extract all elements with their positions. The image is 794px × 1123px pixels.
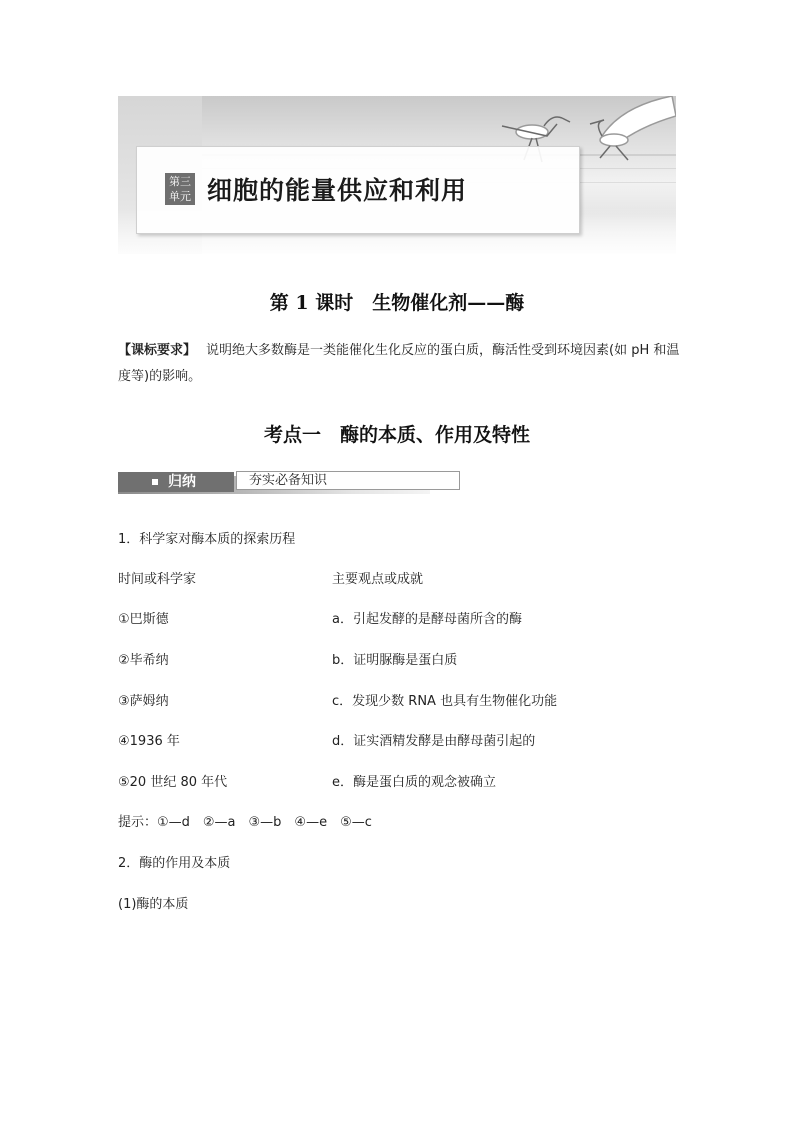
unit-badge-line2: 单元 [169,190,191,203]
row-right: c．发现少数 RNA 也具有生物催化功能 [332,694,558,709]
requirements-text: 说明绝大多数酶是一类能催化生化反应的蛋白质，酶活性受到环境因素(如 pH 和温度等)的影响。 [118,343,680,384]
row-right: a．引起发酵的是酵母菌所含的酶 [332,612,522,627]
section-bar-dark [118,472,234,492]
unit-title: 细胞的能量供应和利用 [207,176,468,205]
section2-sub1: (1)酶的本质 [118,897,189,912]
requirements-tag: 【课标要求】 [118,343,197,358]
section2-heading: 2．酶的作用及本质 [118,856,231,871]
col-header-left: 时间或科学家 [118,572,197,587]
answer-hint: 提示：①—d ②—a ③—b ④—e ⑤—c [118,815,372,830]
unit-banner [118,96,676,254]
lesson-title: 第 1 课时 生物催化剂——酶 [269,292,525,314]
row-left: ⑤20 世纪 80 年代 [118,775,228,790]
row-right: b．证明脲酶是蛋白质 [332,653,458,668]
row-left: ①巴斯德 [118,612,169,627]
unit-badge [165,173,195,205]
curriculum-requirements [118,338,688,390]
section-bar-light-label: 夯实必备知识 [236,471,460,490]
unit-badge-line1: 第三 [169,175,191,188]
egret-icon-2 [590,96,676,160]
unit-title-box [136,146,580,234]
section-bar [118,470,430,494]
row-left: ④1936 年 [118,734,180,749]
section1-heading: 1．科学家对酶本质的探索历程 [118,532,296,547]
col-header-right: 主要观点或成就 [332,572,424,587]
row-left: ②毕希纳 [118,653,169,668]
row-left: ③萨姆纳 [118,694,169,709]
square-bullet-icon [152,479,158,485]
point-title: 考点一 酶的本质、作用及特性 [263,424,530,446]
section-bar-dark-label: 归纳 [168,474,196,490]
row-right: e．酶是蛋白质的观念被确立 [332,775,496,790]
row-right: d．证实酒精发酵是由酵母菌引起的 [332,734,536,749]
